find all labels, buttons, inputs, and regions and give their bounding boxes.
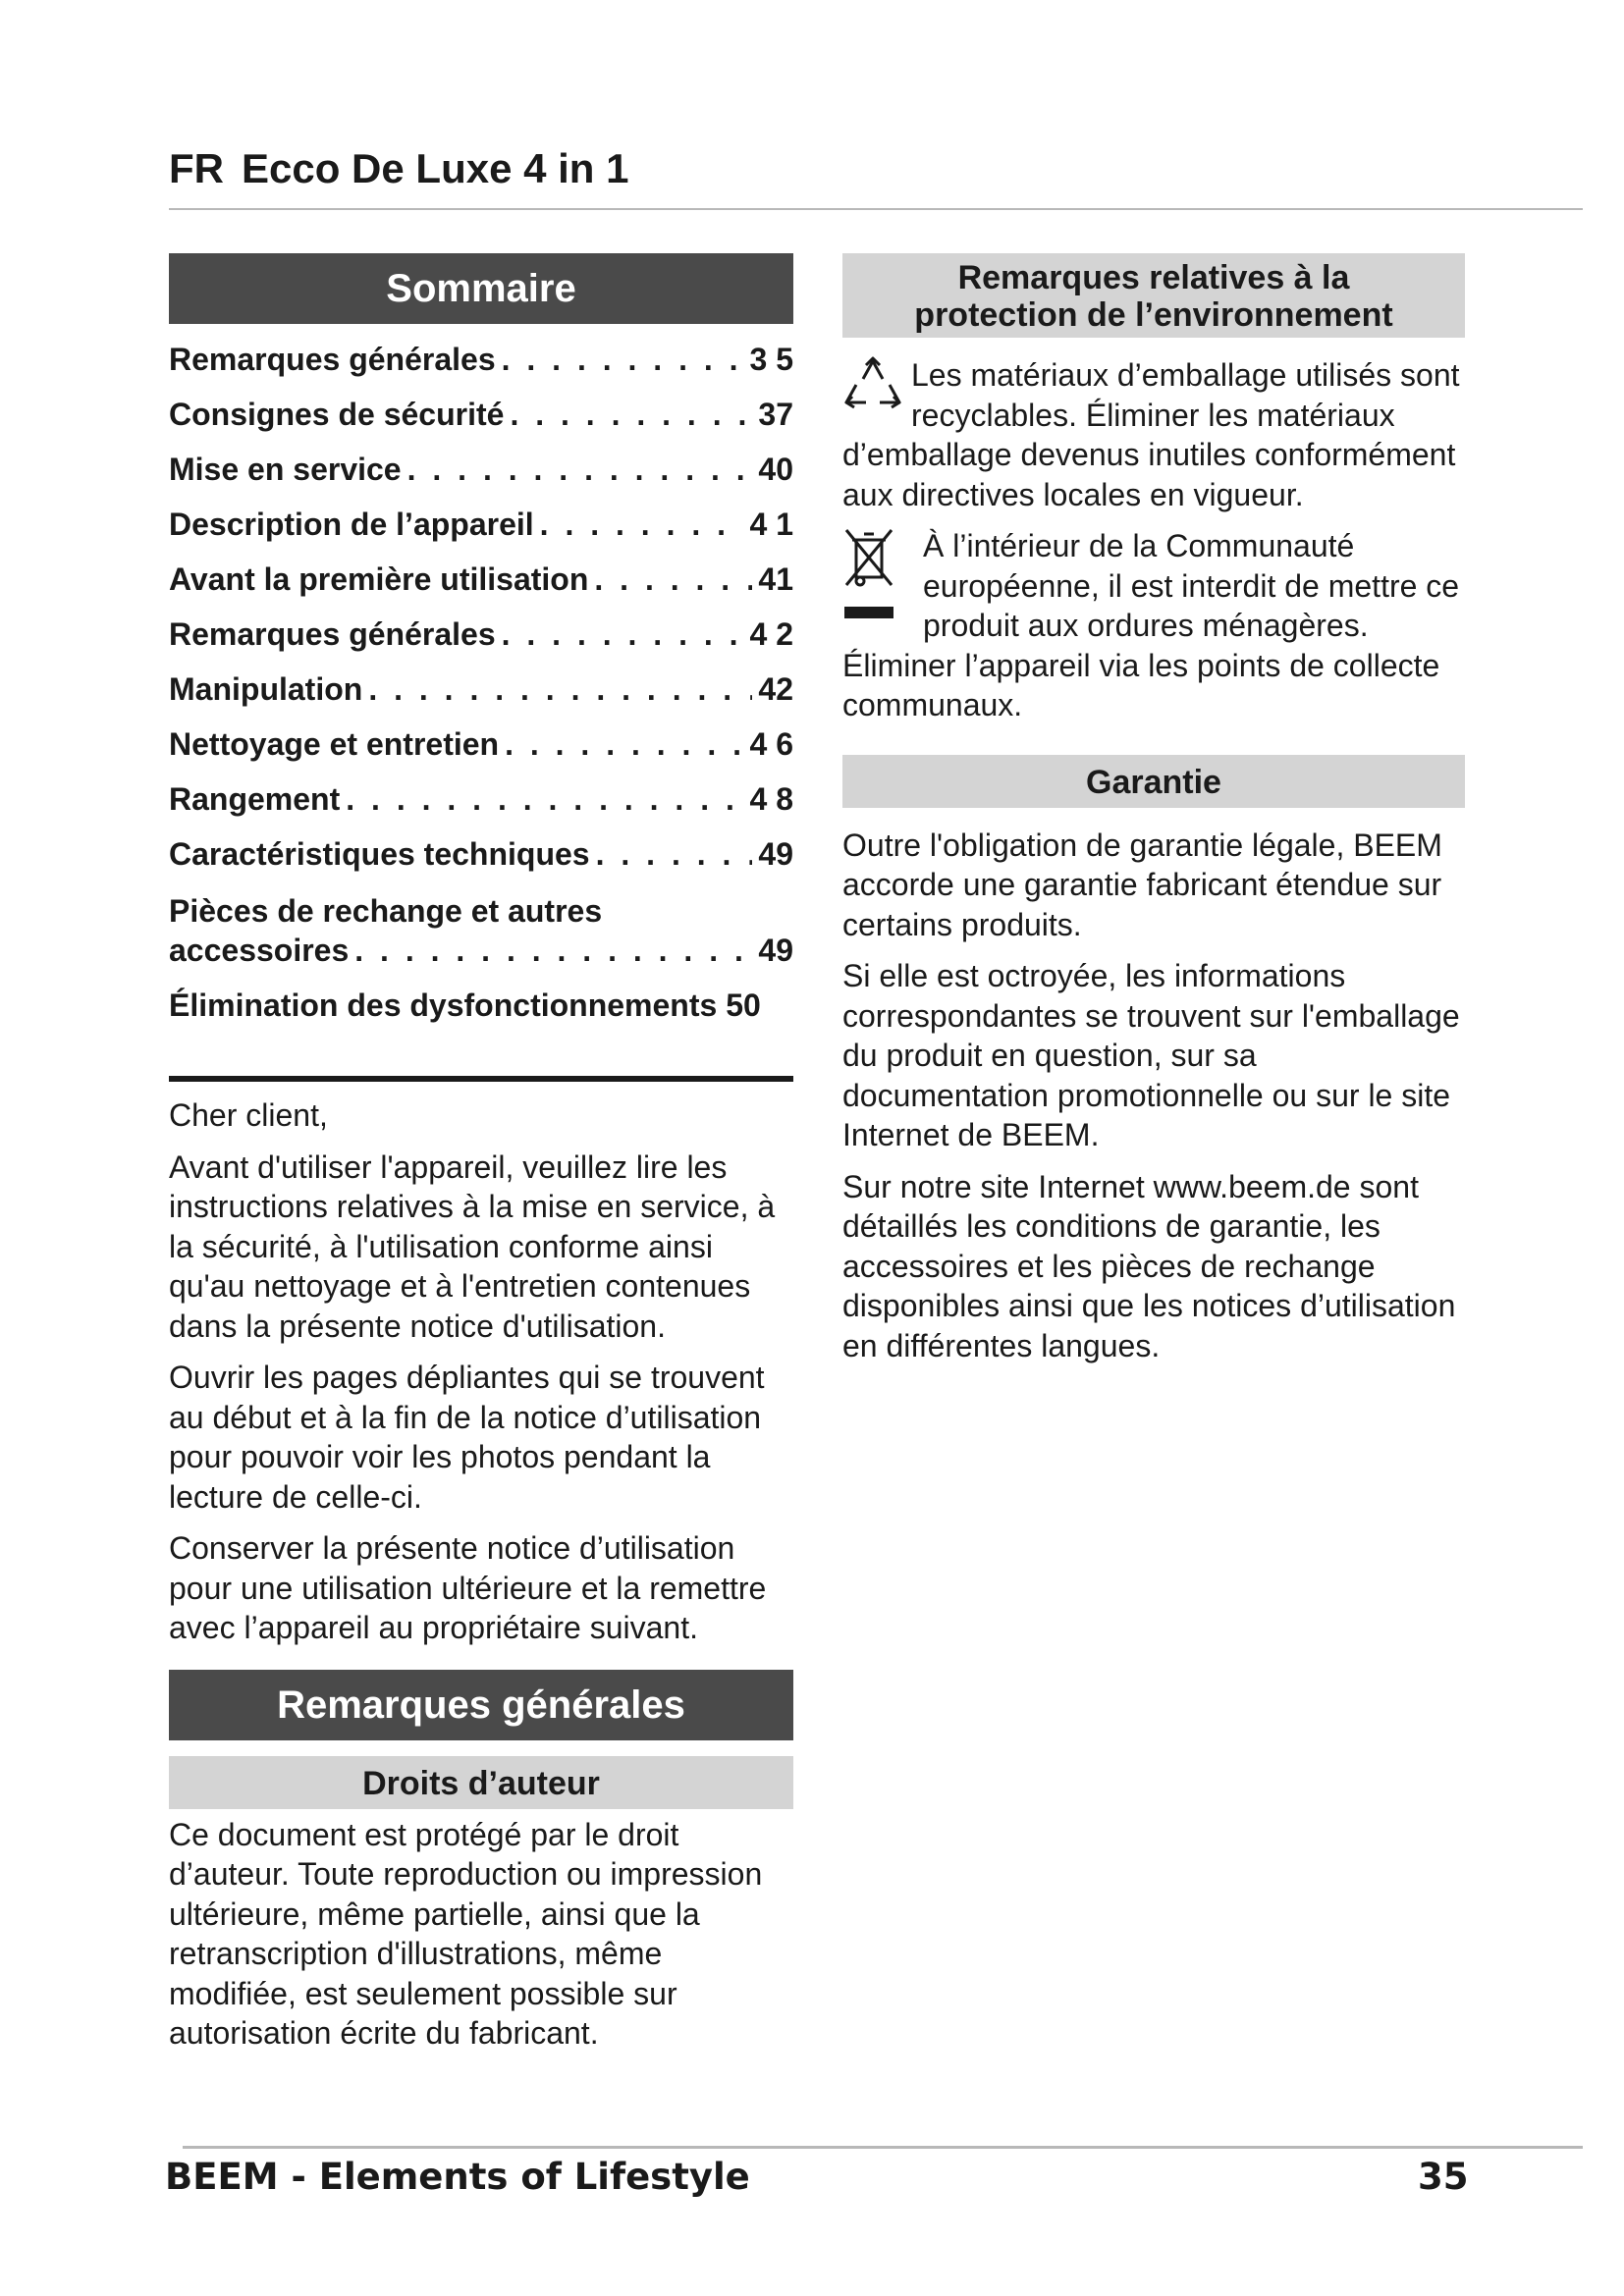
toc-item-title: Manipulation bbox=[169, 671, 363, 707]
toc-item-title: Élimination des dysfonctionnements 50 bbox=[169, 988, 761, 1023]
language-code: FR bbox=[169, 145, 224, 191]
toc-item[interactable] bbox=[169, 662, 793, 717]
toc-item-page: 41 bbox=[758, 561, 793, 597]
recycle-icon bbox=[842, 355, 903, 424]
toc-item-page: 3 5 bbox=[749, 342, 793, 377]
left-column bbox=[169, 253, 793, 2054]
product-name: Ecco De Luxe 4 in 1 bbox=[242, 145, 629, 191]
environment-heading bbox=[842, 253, 1465, 338]
toc-item[interactable] bbox=[169, 332, 793, 387]
toc-item-page: 49 bbox=[758, 933, 793, 968]
environment-heading-line1: Remarques relatives à la bbox=[957, 259, 1350, 296]
toc-item[interactable] bbox=[169, 891, 793, 970]
intro-paragraph: Avant d'utiliser l'appareil, veuillez lire les instructions relatives à la mise en service, à la sécurité, à l'utilisation conforme ainsi qu'au nettoyage et à l'entretien contenues dans la présente notice d'utilisation. bbox=[169, 1148, 776, 1344]
footer-brand: BEEM - Elements of Lifestyle bbox=[165, 2156, 750, 2198]
intro-paragraph: Conserver la présente notice d’utilisation pour une utilisation ultérieure et la remettre avec l’appareil au propriétaire suivant. bbox=[169, 1530, 767, 1645]
toc-item-title: Mise en service bbox=[169, 452, 402, 487]
greeting: Cher client, bbox=[169, 1097, 328, 1133]
toc-item[interactable] bbox=[169, 772, 793, 827]
page-title bbox=[169, 145, 629, 192]
toc-item-title-cont: accessoires bbox=[169, 933, 350, 968]
toc-item-page: 40 bbox=[758, 452, 793, 487]
toc-item[interactable] bbox=[169, 442, 793, 497]
toc-divider bbox=[169, 1076, 793, 1082]
right-column bbox=[842, 253, 1465, 1365]
toc-item[interactable] bbox=[169, 978, 793, 1033]
toc-item-title: Nettoyage et entretien bbox=[169, 726, 500, 762]
toc-item[interactable] bbox=[169, 497, 793, 552]
weee-text: À l’intérieur de la Communauté européenne, il est interdit de mettre ce produit aux ordures ménagères. Éliminer l’appareil via les points de collecte communaux. bbox=[842, 528, 1460, 722]
toc-item-page: 4 1 bbox=[749, 507, 793, 542]
toc-item[interactable] bbox=[169, 717, 793, 772]
toc-item-title: Avant la première utilisation bbox=[169, 561, 589, 597]
toc-heading: Sommaire bbox=[169, 253, 793, 324]
warranty-paragraph: Outre l'obligation de garantie légale, BEEM accorde une garantie fabricant étendue sur certains produits. bbox=[842, 827, 1442, 942]
toc-item-title: Description de l’appareil bbox=[169, 507, 534, 542]
environment-heading-line2: protection de l’environnement bbox=[914, 296, 1393, 334]
footer-divider bbox=[183, 2146, 1583, 2149]
toc-item-title: Caractéristiques techniques bbox=[169, 836, 590, 872]
table-of-contents bbox=[169, 332, 793, 1033]
toc-item-page: 4 2 bbox=[749, 616, 793, 652]
toc-item[interactable] bbox=[169, 607, 793, 662]
warranty-paragraph: Si elle est octroyée, les informations correspondantes se trouvent sur l'emballage du produit en question, sur sa documentation promotionnelle ou sur le site Internet de BEEM. bbox=[842, 958, 1460, 1152]
toc-item-page: 49 bbox=[758, 836, 793, 872]
toc-item-title: Consignes de sécurité bbox=[169, 397, 505, 432]
recycling-note bbox=[842, 355, 1465, 514]
copyright-subheading: Droits d’auteur bbox=[169, 1756, 793, 1809]
recycle-text: Les matériaux d’emballage utilisés sont recyclables. Éliminer les matériaux d’emballage devenus inutiles conformément aux directives locales en vigueur. bbox=[842, 357, 1460, 512]
page-number: 35 bbox=[1418, 2156, 1469, 2198]
header-divider bbox=[169, 208, 1583, 210]
warranty-paragraph: Sur notre site Internet www.beem.de sont détaillés les conditions de garantie, les accessoires et les pièces de rechange disponibles ainsi que les notices d’utilisation en différentes langues. bbox=[842, 1168, 1456, 1363]
toc-item[interactable] bbox=[169, 827, 793, 881]
warranty-heading: Garantie bbox=[842, 755, 1465, 808]
toc-item-title: Pièces de rechange et autres bbox=[169, 893, 603, 929]
warranty-section bbox=[842, 826, 1465, 1366]
toc-item-title: Remarques générales bbox=[169, 342, 496, 377]
toc-item[interactable] bbox=[169, 387, 793, 442]
toc-item-page: 4 6 bbox=[749, 726, 793, 762]
intro-section bbox=[169, 1095, 793, 1648]
toc-item-page: 4 8 bbox=[749, 781, 793, 817]
toc-item[interactable] bbox=[169, 552, 793, 607]
toc-item-page: 37 bbox=[758, 397, 793, 432]
copyright-text: Ce document est protégé par le droit d’auteur. Toute reproduction ou impression ultérieure, même partielle, ainsi que la retranscription d'illustrations, même modifiée, est seulement possible sur autorisation écrite du fabricant. bbox=[169, 1816, 763, 2051]
toc-item-title: Rangement bbox=[169, 781, 341, 817]
intro-paragraph: Ouvrir les pages dépliantes qui se trouvent au début et à la fin de la notice d’utilisation pour pouvoir voir les photos pendant la lecture de celle-ci. bbox=[169, 1360, 765, 1515]
weee-note bbox=[842, 526, 1465, 725]
toc-item-title: Remarques générales bbox=[169, 616, 496, 652]
toc-item-page: 42 bbox=[758, 671, 793, 707]
crossed-bin-icon bbox=[842, 526, 901, 638]
general-heading: Remarques générales bbox=[169, 1670, 793, 1740]
